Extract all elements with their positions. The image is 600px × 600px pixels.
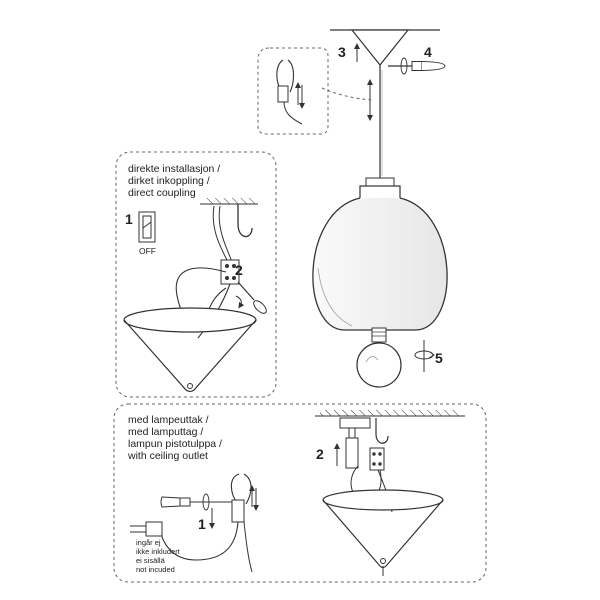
main-step-3: 3 [338,44,346,60]
not-included-4: not incuded [136,565,175,574]
direct-step-2: 2 [235,262,243,278]
screwdriver-icon [388,58,445,74]
direct-coupling-caption-1: direkte installasjon / [128,163,221,175]
main-step-4: 4 [424,44,432,60]
ceiling-hook-icon [238,204,252,237]
outlet-caption-3: lampun pistotulppa / [128,438,222,450]
ceiling-hook-icon [376,418,388,443]
main-step-5: 5 [435,350,443,366]
plug-icon [346,438,358,468]
off-label: OFF [139,246,156,256]
direct-coupling-caption-2: dirket inkoppling / [128,175,210,187]
light-bulb-icon [357,328,401,387]
outlet-step-2: 2 [316,446,324,462]
outlet-caption-4: with ceiling outlet [128,450,208,462]
not-included-1: ingår ej [136,538,161,547]
main-pendant [313,30,447,387]
outlet-caption-1: med lampeuttak / [128,414,209,426]
ceiling-canopy [352,30,408,65]
not-included-2: ikke inkludert [136,547,180,556]
direct-coupling-caption-3: direct coupling [128,187,196,199]
not-included-3: ei sisällä [136,556,165,565]
cable-clip-detail [258,48,328,134]
rotate-arrow-icon [415,340,434,372]
outlet-caption-2: med lamputtag / [128,426,204,438]
direct-step-1: 1 [125,211,133,227]
outlet-step-1: 1 [198,516,206,532]
wall-switch-icon [139,212,155,242]
wall-plug-icon [130,522,162,536]
